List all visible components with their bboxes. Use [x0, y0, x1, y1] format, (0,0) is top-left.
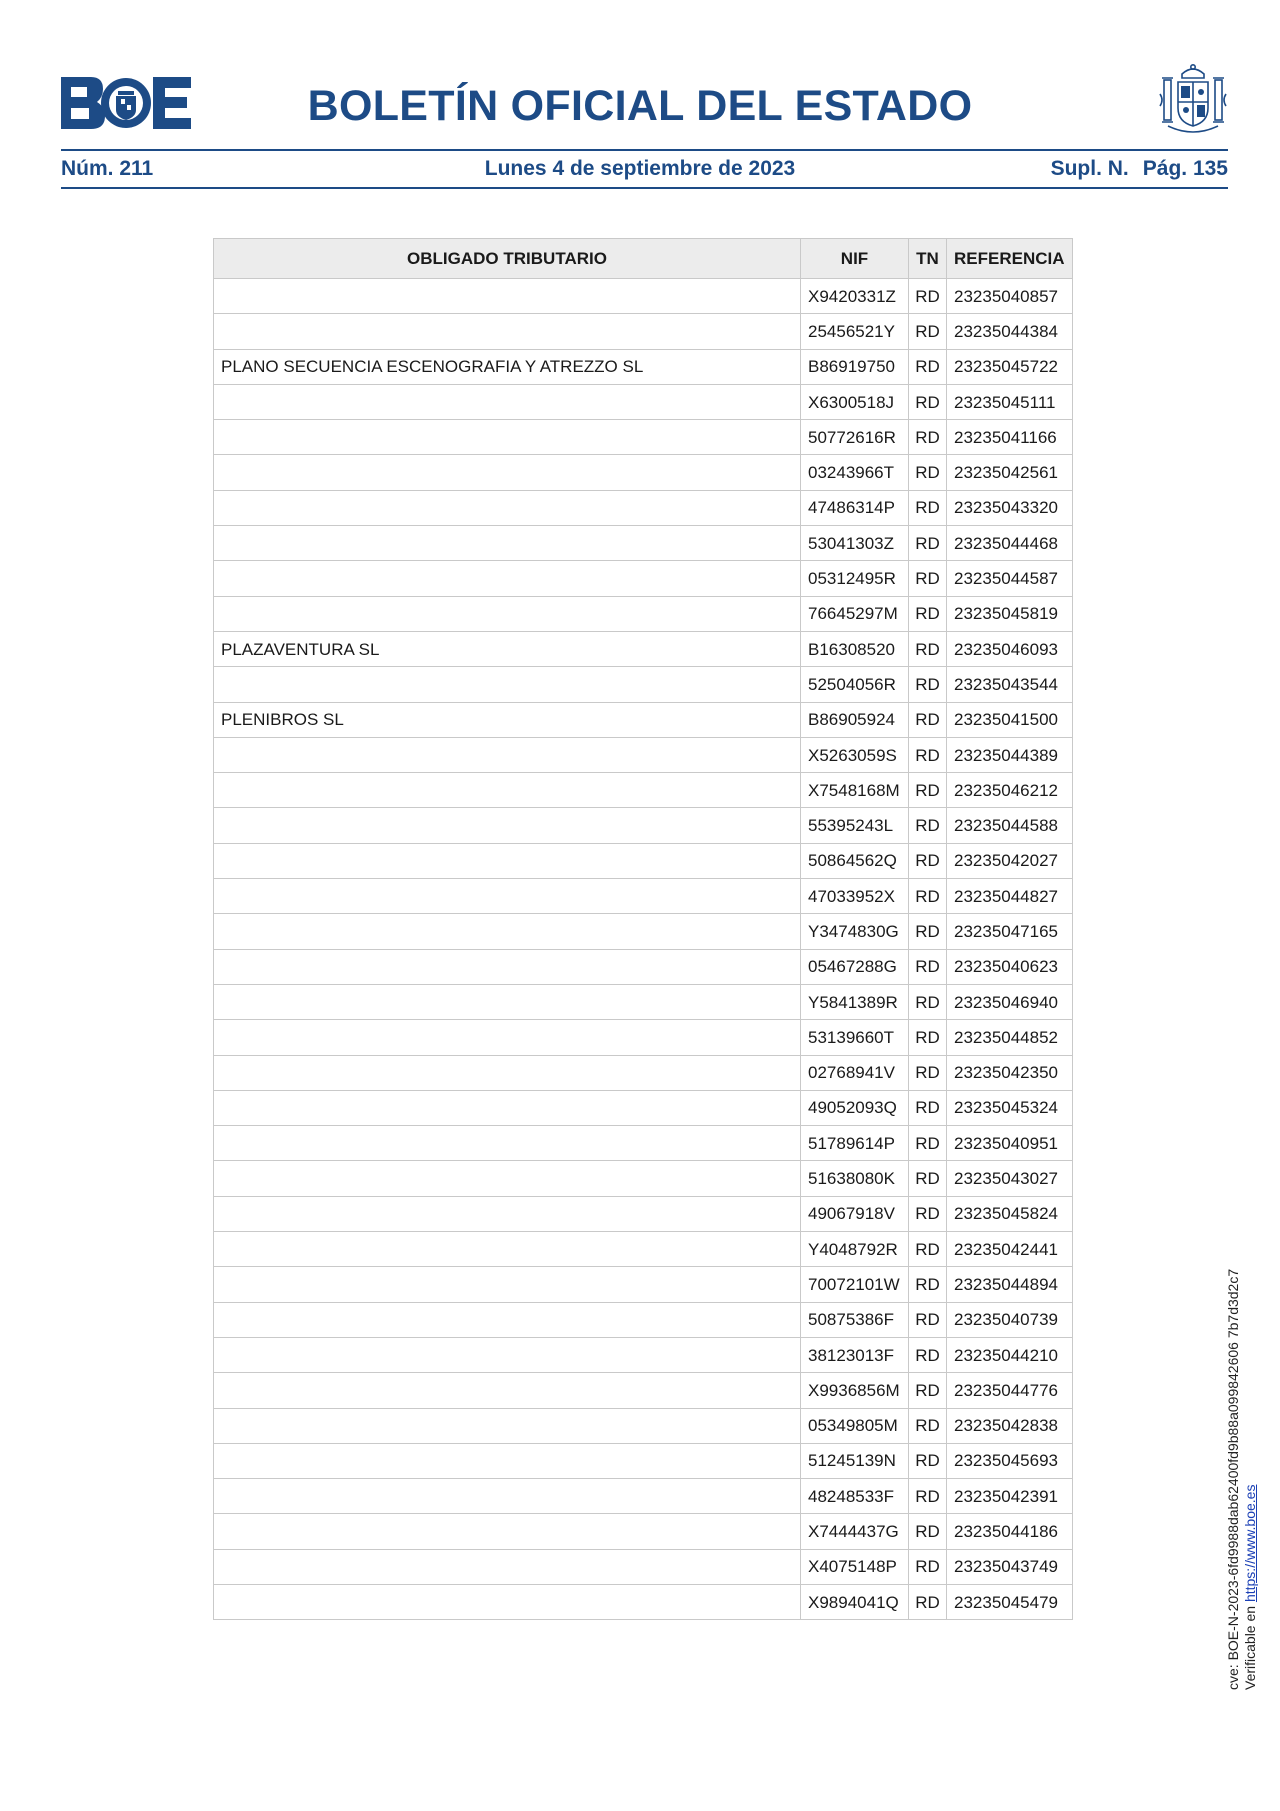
referencia-cell: 23235045824	[947, 1196, 1073, 1231]
obligado-cell	[214, 667, 801, 702]
tn-cell: RD	[909, 526, 947, 561]
tn-cell: RD	[909, 1337, 947, 1372]
table-row	[214, 773, 1073, 808]
publication-title: BOLETÍN OFICIAL DEL ESTADO	[307, 82, 973, 130]
table-row	[214, 843, 1073, 878]
obligado-cell	[214, 1055, 801, 1090]
nif-cell: 51789614P	[801, 1126, 909, 1161]
tn-cell: RD	[909, 349, 947, 384]
tn-cell: RD	[909, 1267, 947, 1302]
table-row	[214, 596, 1073, 631]
tn-cell: RD	[909, 1584, 947, 1619]
table-row	[214, 561, 1073, 596]
referencia-cell: 23235042350	[947, 1055, 1073, 1090]
tn-cell: RD	[909, 1408, 947, 1443]
obligado-cell	[214, 1302, 801, 1337]
column-header-tn: TN	[909, 239, 947, 279]
tn-cell: RD	[909, 702, 947, 737]
tn-cell: RD	[909, 1020, 947, 1055]
obligado-cell	[214, 1549, 801, 1584]
nif-cell: 55395243L	[801, 808, 909, 843]
verification-line	[1242, 1269, 1259, 1690]
obligado-cell	[214, 914, 801, 949]
table-row	[214, 490, 1073, 525]
referencia-cell: 23235045722	[947, 349, 1073, 384]
obligado-cell	[214, 879, 801, 914]
nif-cell: 05312495R	[801, 561, 909, 596]
obligado-cell	[214, 1408, 801, 1443]
referencia-cell: 23235044852	[947, 1020, 1073, 1055]
table-row	[214, 1161, 1073, 1196]
nif-cell: B86905924	[801, 702, 909, 737]
table-row	[214, 1337, 1073, 1372]
verification-prefix: Verificable en	[1242, 1602, 1258, 1690]
table-row	[214, 526, 1073, 561]
nif-cell: 51245139N	[801, 1443, 909, 1478]
cve-code: cve: BOE-N-2023-6fd9988dab62400fd9b88a099842606 7b7d3d2c7	[1225, 1268, 1241, 1690]
nif-cell: Y4048792R	[801, 1232, 909, 1267]
referencia-cell: 23235045819	[947, 596, 1073, 631]
table-header-row	[214, 239, 1073, 279]
nif-cell: X5263059S	[801, 737, 909, 772]
boe-logo-icon	[61, 77, 191, 129]
obligado-cell	[214, 1126, 801, 1161]
tn-cell: RD	[909, 1161, 947, 1196]
referencia-cell: 23235040857	[947, 279, 1073, 314]
referencia-cell: 23235044827	[947, 879, 1073, 914]
obligado-cell	[214, 420, 801, 455]
referencia-cell: 23235042441	[947, 1232, 1073, 1267]
referencia-cell: 23235045693	[947, 1443, 1073, 1478]
nif-cell: B86919750	[801, 349, 909, 384]
obligado-cell	[214, 808, 801, 843]
nif-cell: 53139660T	[801, 1020, 909, 1055]
tn-cell: RD	[909, 1443, 947, 1478]
obligado-cell	[214, 1514, 801, 1549]
table-row	[214, 349, 1073, 384]
nif-cell: Y5841389R	[801, 984, 909, 1019]
obligado-cell	[214, 1337, 801, 1372]
nif-cell: 02768941V	[801, 1055, 909, 1090]
tn-cell: RD	[909, 914, 947, 949]
nif-cell: 50875386F	[801, 1302, 909, 1337]
issue-number: Núm. 211	[61, 157, 154, 180]
obligado-cell	[214, 314, 801, 349]
page-number: Pág. 135	[1142, 157, 1228, 180]
nif-cell: 51638080K	[801, 1161, 909, 1196]
tn-cell: RD	[909, 384, 947, 419]
nif-cell: 52504056R	[801, 667, 909, 702]
table-row	[214, 702, 1073, 737]
table-row	[214, 1584, 1073, 1619]
obligado-cell	[214, 737, 801, 772]
referencia-cell: 23235043544	[947, 667, 1073, 702]
table-row	[214, 667, 1073, 702]
tn-cell: RD	[909, 1514, 947, 1549]
table-row	[214, 1196, 1073, 1231]
referencia-cell: 23235043027	[947, 1161, 1073, 1196]
table-row	[214, 1020, 1073, 1055]
nif-cell: 47486314P	[801, 490, 909, 525]
tn-cell: RD	[909, 808, 947, 843]
tn-cell: RD	[909, 420, 947, 455]
referencia-cell: 23235041500	[947, 702, 1073, 737]
table-row	[214, 1514, 1073, 1549]
referencia-cell: 23235044384	[947, 314, 1073, 349]
issue-date: Lunes 4 de septiembre de 2023	[484, 157, 796, 180]
tn-cell: RD	[909, 1196, 947, 1231]
nif-cell: X7444437G	[801, 1514, 909, 1549]
nif-cell: 38123013F	[801, 1337, 909, 1372]
table-row	[214, 984, 1073, 1019]
obligado-cell	[214, 384, 801, 419]
referencia-cell: 23235044776	[947, 1373, 1073, 1408]
table-row	[214, 1126, 1073, 1161]
referencia-cell: 23235047165	[947, 914, 1073, 949]
nif-cell: X6300518J	[801, 384, 909, 419]
tn-cell: RD	[909, 490, 947, 525]
tn-cell: RD	[909, 314, 947, 349]
tn-cell: RD	[909, 561, 947, 596]
header-rule-top	[61, 149, 1228, 151]
table-row	[214, 1408, 1073, 1443]
obligado-cell	[214, 1196, 801, 1231]
obligado-cell	[214, 1090, 801, 1125]
obligado-cell	[214, 1584, 801, 1619]
obligado-cell	[214, 1267, 801, 1302]
nif-cell: 25456521Y	[801, 314, 909, 349]
table-row	[214, 1090, 1073, 1125]
verification-note	[1225, 1269, 1259, 1690]
column-header-nif: NIF	[801, 239, 909, 279]
obligado-cell	[214, 596, 801, 631]
tn-cell: RD	[909, 667, 947, 702]
table-row	[214, 279, 1073, 314]
referencia-cell: 23235040951	[947, 1126, 1073, 1161]
nif-cell: X7548168M	[801, 773, 909, 808]
referencia-cell: 23235040739	[947, 1302, 1073, 1337]
referencia-cell: 23235044389	[947, 737, 1073, 772]
boe-link[interactable]: https://www.boe.es	[1242, 1484, 1258, 1603]
nif-cell: X9420331Z	[801, 279, 909, 314]
obligado-cell	[214, 1161, 801, 1196]
obligado-cell: PLENIBROS SL	[214, 702, 801, 737]
header-rule-bottom	[61, 187, 1228, 189]
nif-cell: Y3474830G	[801, 914, 909, 949]
nif-cell: X9936856M	[801, 1373, 909, 1408]
referencia-cell: 23235042391	[947, 1479, 1073, 1514]
referencia-cell: 23235046093	[947, 631, 1073, 666]
nif-cell: 76645297M	[801, 596, 909, 631]
tn-cell: RD	[909, 1302, 947, 1337]
table-row	[214, 420, 1073, 455]
column-header-referencia: REFERENCIA	[947, 239, 1073, 279]
tn-cell: RD	[909, 949, 947, 984]
referencia-cell: 23235045324	[947, 1090, 1073, 1125]
tn-cell: RD	[909, 1055, 947, 1090]
tn-cell: RD	[909, 843, 947, 878]
tn-cell: RD	[909, 1479, 947, 1514]
table-row	[214, 949, 1073, 984]
referencia-cell: 23235041166	[947, 420, 1073, 455]
referencia-cell: 23235046940	[947, 984, 1073, 1019]
table-row	[214, 1443, 1073, 1478]
nif-cell: 49052093Q	[801, 1090, 909, 1125]
nif-cell: 50864562Q	[801, 843, 909, 878]
tn-cell: RD	[909, 279, 947, 314]
obligado-cell	[214, 526, 801, 561]
tn-cell: RD	[909, 631, 947, 666]
obligado-cell	[214, 279, 801, 314]
nif-cell: X9894041Q	[801, 1584, 909, 1619]
page-info	[1051, 156, 1228, 182]
referencia-cell: 23235042838	[947, 1408, 1073, 1443]
nif-cell: 70072101W	[801, 1267, 909, 1302]
referencia-cell: 23235044186	[947, 1514, 1073, 1549]
tn-cell: RD	[909, 455, 947, 490]
referencia-cell: 23235042561	[947, 455, 1073, 490]
nif-cell: 03243966T	[801, 455, 909, 490]
tn-cell: RD	[909, 773, 947, 808]
table-row	[214, 1479, 1073, 1514]
table-row	[214, 737, 1073, 772]
obligado-cell	[214, 490, 801, 525]
nif-cell: 05467288G	[801, 949, 909, 984]
referencia-cell: 23235042027	[947, 843, 1073, 878]
referencia-cell: 23235040623	[947, 949, 1073, 984]
table-row	[214, 631, 1073, 666]
table-row	[214, 1232, 1073, 1267]
tn-cell: RD	[909, 1549, 947, 1584]
taxpayer-table	[213, 238, 1073, 1620]
tn-cell: RD	[909, 984, 947, 1019]
nif-cell: 50772616R	[801, 420, 909, 455]
table-row	[214, 1055, 1073, 1090]
tn-cell: RD	[909, 879, 947, 914]
tn-cell: RD	[909, 1373, 947, 1408]
obligado-cell	[214, 1479, 801, 1514]
supplement-label: Supl. N.	[1050, 157, 1129, 180]
obligado-cell	[214, 949, 801, 984]
table-row	[214, 455, 1073, 490]
nif-cell: B16308520	[801, 631, 909, 666]
table-row	[214, 1373, 1073, 1408]
nif-cell: 49067918V	[801, 1196, 909, 1231]
tn-cell: RD	[909, 1090, 947, 1125]
table-body	[214, 279, 1073, 1620]
obligado-cell	[214, 1232, 801, 1267]
obligado-cell: PLANO SECUENCIA ESCENOGRAFIA Y ATREZZO SL	[214, 349, 801, 384]
referencia-cell: 23235046212	[947, 773, 1073, 808]
referencia-cell: 23235044588	[947, 808, 1073, 843]
tn-cell: RD	[909, 737, 947, 772]
referencia-cell: 23235045111	[947, 384, 1073, 419]
nif-cell: 47033952X	[801, 879, 909, 914]
obligado-cell	[214, 984, 801, 1019]
table-row	[214, 1549, 1073, 1584]
obligado-cell	[214, 773, 801, 808]
referencia-cell: 23235045479	[947, 1584, 1073, 1619]
obligado-cell	[214, 1020, 801, 1055]
nif-cell: 05349805M	[801, 1408, 909, 1443]
table-row	[214, 314, 1073, 349]
nif-cell: X4075148P	[801, 1549, 909, 1584]
table-row	[214, 1267, 1073, 1302]
referencia-cell: 23235044587	[947, 561, 1073, 596]
tn-cell: RD	[909, 596, 947, 631]
referencia-cell: 23235043749	[947, 1549, 1073, 1584]
tn-cell: RD	[909, 1232, 947, 1267]
tn-cell: RD	[909, 1126, 947, 1161]
obligado-cell	[214, 455, 801, 490]
table-row	[214, 879, 1073, 914]
referencia-cell: 23235044210	[947, 1337, 1073, 1372]
column-header-obligado: OBLIGADO TRIBUTARIO	[214, 239, 801, 279]
table-row	[214, 1302, 1073, 1337]
obligado-cell	[214, 843, 801, 878]
table-row	[214, 914, 1073, 949]
obligado-cell: PLAZAVENTURA SL	[214, 631, 801, 666]
referencia-cell: 23235044894	[947, 1267, 1073, 1302]
referencia-cell: 23235043320	[947, 490, 1073, 525]
obligado-cell	[214, 1443, 801, 1478]
obligado-cell	[214, 1373, 801, 1408]
nif-cell: 53041303Z	[801, 526, 909, 561]
spain-coat-of-arms-icon	[1158, 64, 1228, 136]
referencia-cell: 23235044468	[947, 526, 1073, 561]
table-row	[214, 808, 1073, 843]
obligado-cell	[214, 561, 801, 596]
nif-cell: 48248533F	[801, 1479, 909, 1514]
table-row	[214, 384, 1073, 419]
